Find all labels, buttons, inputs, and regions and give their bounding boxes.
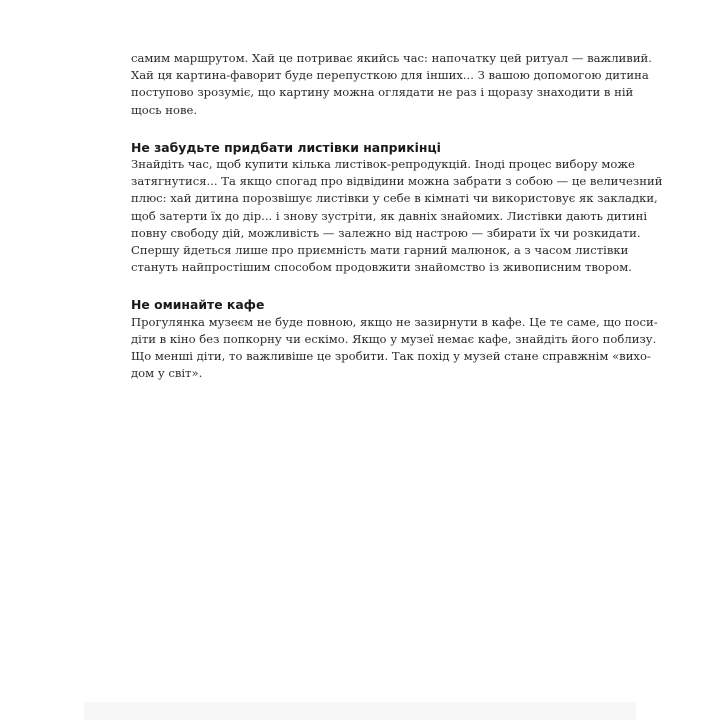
section-heading-postcards: Не забудьте придбати листівки наприкінці	[131, 139, 441, 155]
text-line: щоб затерти їх до дір... і знову зустріти, як давніх знайомих. Листівки дають дитині	[131, 208, 648, 223]
text-line: поступово зрозуміє, що картину можна оглядати не раз і щоразу знаходити в ній	[131, 85, 634, 100]
page-content	[131, 50, 663, 382]
text-line: дом у світ».	[131, 366, 203, 381]
text-line: Спершу йдеться лише про приємність мати гарний малюнок, а з часом листівки	[131, 243, 629, 258]
cafe-paragraph	[131, 314, 658, 383]
text-line: затягнутися... Та якщо спогад про відвідини можна забрати з собою — це величезний	[131, 174, 663, 189]
text-line: Прогулянка музеєм не буде повною, якщо не зазирнути в кафе. Це те саме, що поси-	[131, 314, 658, 329]
section-gap	[131, 276, 591, 296]
text-line: Що менші діти, то важливіше це зробити. Так похід у музей стане справжнім «вихо-	[131, 349, 651, 364]
section-gap	[131, 119, 591, 139]
text-line: Хай ця картина-фаворит буде перепусткою для інших... З вашою допомогою дитина	[131, 68, 649, 83]
page-bottom-edge	[84, 702, 636, 720]
section-heading-cafe: Не оминайте кафе	[131, 297, 265, 313]
postcards-paragraph	[131, 156, 663, 276]
text-line: повну свободу дій, можливість — залежно від настрою — збирати їх чи розкидати.	[131, 225, 641, 240]
text-line: щось нове.	[131, 102, 198, 117]
text-line: Знайдіть час, щоб купити кілька листівок-репродукцій. Іноді процес вибору може	[131, 157, 635, 172]
text-line: стануть найпростішим способом продовжити знайомство із живописним твором.	[131, 260, 632, 275]
text-line: самим маршрутом. Хай це потриває якийсь час: напочатку цей ритуал — важливий.	[131, 51, 652, 65]
intro-paragraph	[131, 50, 652, 119]
text-line: плюс: хай дитина порозвішує листівки у себе в кімнаті чи використовує як закладки,	[131, 191, 658, 206]
text-line: діти в кіно без попкорну чи ескімо. Якщо у музеї немає кафе, знайдіть його поблизу.	[131, 331, 657, 346]
